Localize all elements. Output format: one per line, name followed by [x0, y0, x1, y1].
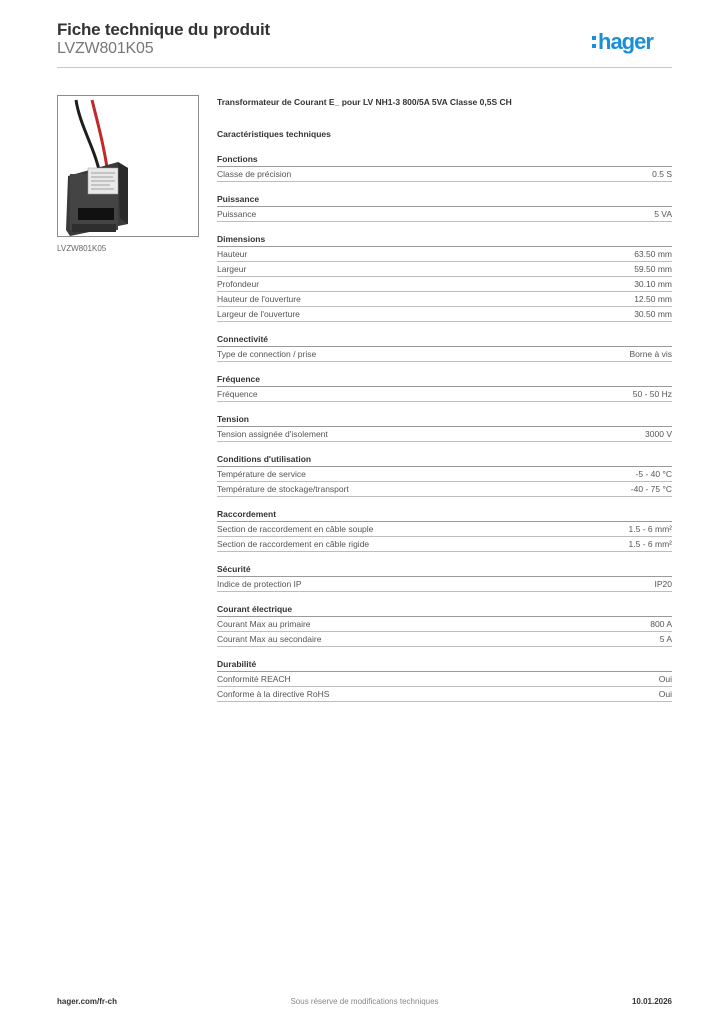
spec-value: 3000 V	[645, 429, 672, 439]
spec-label: Section de raccordement en câble rigide	[217, 539, 370, 549]
spec-group	[217, 603, 672, 647]
footer-website: hager.com/fr-ch	[57, 997, 118, 1006]
spec-label: Largeur de l'ouverture	[217, 309, 300, 319]
spec-group-title: Puissance	[217, 193, 672, 207]
spec-group-title: Dimensions	[217, 233, 672, 247]
characteristics-groups	[217, 153, 672, 702]
spec-label: Type de connection / prise	[217, 349, 317, 359]
spec-group-title: Durabilité	[217, 658, 672, 672]
spec-row	[217, 292, 672, 307]
spec-group-title: Fréquence	[217, 373, 672, 387]
spec-row	[217, 307, 672, 322]
spec-row	[217, 617, 672, 632]
footer-disclaimer: Sous réserve de modifications techniques	[290, 997, 439, 1006]
logo-text: hager	[598, 29, 653, 54]
characteristics-heading: Caractéristiques techniques	[217, 129, 331, 139]
spec-value: Oui	[658, 689, 672, 699]
spec-group	[217, 453, 672, 497]
spec-group-title: Courant électrique	[217, 603, 672, 617]
spec-value: 5 VA	[654, 209, 672, 219]
spec-label: Courant Max au primaire	[217, 619, 311, 629]
spec-group	[217, 413, 672, 442]
footer-date: 10.01.2026	[631, 997, 672, 1006]
spec-label: Fréquence	[217, 389, 258, 399]
spec-group	[217, 508, 672, 552]
spec-value: 800 A	[650, 619, 672, 629]
spec-label: Profondeur	[217, 279, 260, 289]
spec-group	[217, 658, 672, 702]
spec-label: Classe de précision	[217, 169, 292, 179]
spec-group	[217, 333, 672, 362]
spec-label: Section de raccordement en câble souple	[217, 524, 374, 534]
spec-row	[217, 482, 672, 497]
spec-value: -5 - 40 °C	[635, 469, 672, 479]
product-reference: LVZW801K05	[57, 40, 154, 57]
spec-row	[217, 537, 672, 552]
spec-value: 5 A	[659, 634, 672, 644]
spec-value: 50 - 50 Hz	[632, 389, 672, 399]
spec-value: 1.5 - 6 mm²	[628, 539, 672, 549]
spec-group	[217, 193, 672, 222]
product-description: Transformateur de Courant E_ pour LV NH1-3 800/5A 5VA Classe 0,5S CH	[217, 97, 512, 107]
spec-label: Conformité REACH	[217, 674, 291, 684]
spec-row	[217, 427, 672, 442]
spec-label: Hauteur de l'ouverture	[217, 294, 301, 304]
spec-value: 0.5 S	[652, 169, 672, 179]
spec-row	[217, 347, 672, 362]
spec-row	[217, 277, 672, 292]
spec-label: Température de service	[217, 469, 306, 479]
spec-value: Borne à vis	[629, 349, 672, 359]
spec-label: Courant Max au secondaire	[217, 634, 322, 644]
spec-group	[217, 233, 672, 322]
spec-group-title: Raccordement	[217, 508, 672, 522]
spec-row	[217, 632, 672, 647]
spec-value: Oui	[658, 674, 672, 684]
spec-label: Largeur	[217, 264, 247, 274]
spec-row	[217, 672, 672, 687]
spec-label: Indice de protection IP	[217, 579, 302, 589]
hager-logo	[590, 27, 674, 59]
product-content	[217, 95, 672, 713]
spec-label: Puissance	[217, 209, 257, 219]
spec-label: Hauteur	[217, 249, 248, 259]
spec-value: 1.5 - 6 mm²	[628, 524, 672, 534]
spec-value: 59.50 mm	[634, 264, 672, 274]
spec-value: 63.50 mm	[634, 249, 672, 259]
spec-value: 30.50 mm	[634, 309, 672, 319]
spec-row	[217, 387, 672, 402]
spec-group-title: Connectivité	[217, 333, 672, 347]
spec-row	[217, 467, 672, 482]
product-image-frame	[57, 95, 199, 237]
spec-row	[217, 167, 672, 182]
spec-label: Conforme à la directive RoHS	[217, 689, 330, 699]
spec-row	[217, 262, 672, 277]
spec-group-title: Sécurité	[217, 563, 672, 577]
spec-row	[217, 207, 672, 222]
page-title: Fiche technique du produit	[57, 20, 270, 39]
spec-group	[217, 373, 672, 402]
spec-row	[217, 577, 672, 592]
product-image-caption: LVZW801K05	[57, 244, 107, 253]
spec-row	[217, 247, 672, 262]
spec-value: 30.10 mm	[634, 279, 672, 289]
spec-label: Tension assignée d'isolement	[217, 429, 328, 439]
spec-group	[217, 153, 672, 182]
spec-row	[217, 687, 672, 702]
product-image	[58, 96, 198, 236]
spec-label: Température de stockage/transport	[217, 484, 349, 494]
spec-row	[217, 522, 672, 537]
spec-value: IP20	[654, 579, 672, 589]
spec-value: 12.50 mm	[634, 294, 672, 304]
spec-group-title: Fonctions	[217, 153, 672, 167]
spec-value: -40 - 75 °C	[630, 484, 672, 494]
spec-group	[217, 563, 672, 592]
spec-group-title: Tension	[217, 413, 672, 427]
header-divider	[57, 67, 672, 68]
spec-group-title: Conditions d'utilisation	[217, 453, 672, 467]
